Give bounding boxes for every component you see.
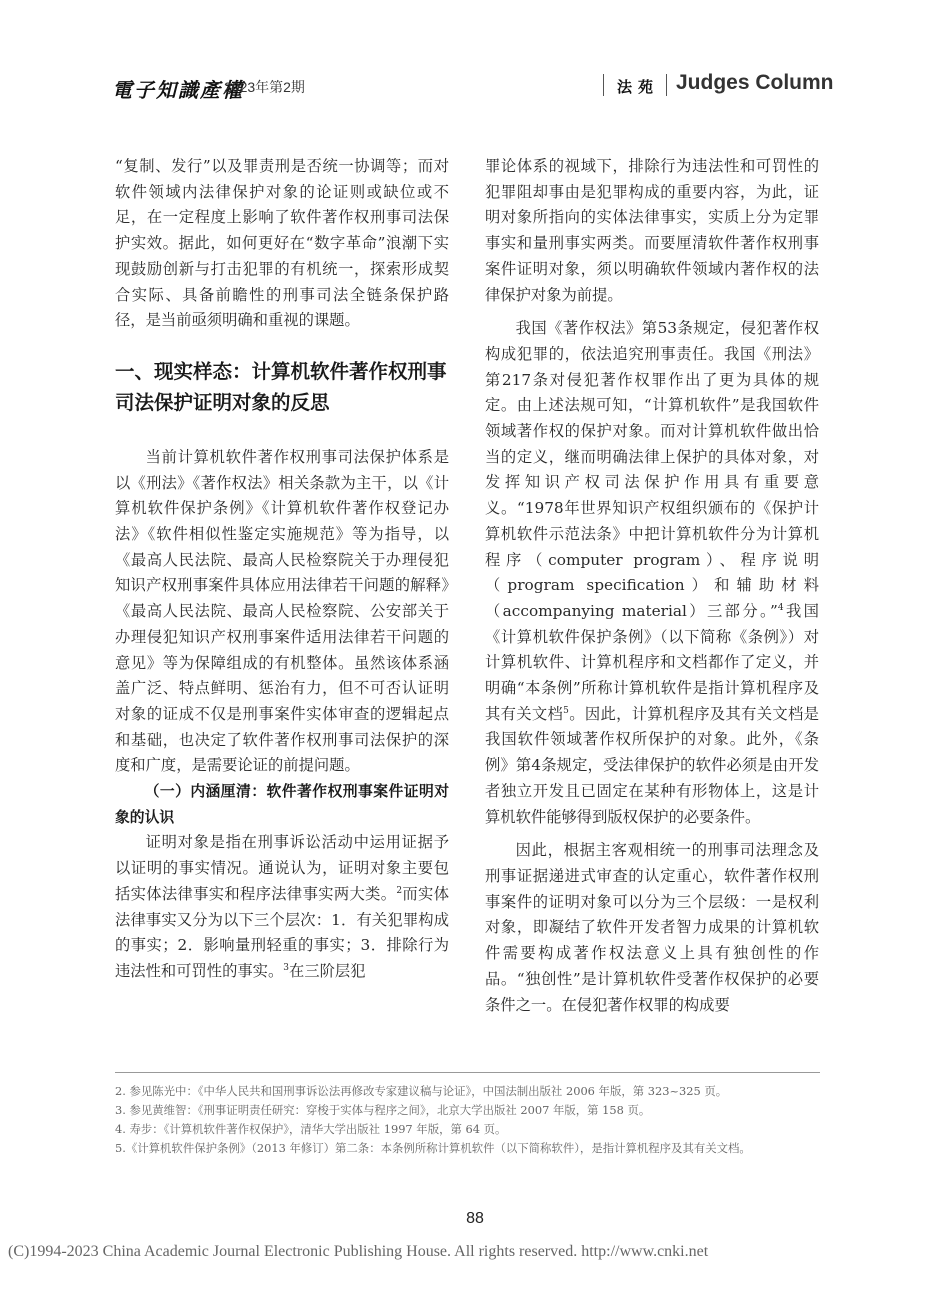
footnote-divider xyxy=(115,1072,820,1073)
header-divider xyxy=(666,74,667,96)
column-label: Judges Column xyxy=(676,71,834,94)
footnote-ref[interactable]: 4 xyxy=(777,602,784,613)
footnote-ref[interactable]: 5 xyxy=(563,705,569,716)
page-number: 88 xyxy=(466,1210,484,1227)
issue-label: 2023年第2期 xyxy=(224,79,305,95)
footnote: 3. 参见黄维智：《刑事证明责任研究：穿梭于实体与程序之间》，北京大学出版社 2007 年版，第 158 页。 xyxy=(115,1103,651,1117)
footnotes xyxy=(115,1082,820,1158)
right-column xyxy=(485,154,819,1018)
footnote-ref[interactable]: 2 xyxy=(396,885,403,896)
header-divider xyxy=(603,74,604,96)
paragraph: “复制、发行”以及罪责刑是否统一协调等；而对软件领域内法律保护对象的论证则或缺位或不足，在一定程度上影响了软件著作权刑事司法保护实效。据此，如何更好在“数字革命”浪潮下实现鼓励创新与打击犯罪的有机统一，探索形成契合实际、具备前瞻性的刑事司法全链条保护路径，是当前亟须明确和重视的课题。 xyxy=(115,157,449,330)
journal-logo: 電子知識產權 xyxy=(112,78,244,102)
copyright-notice: (C)1994-2023 China Academic Journal Electronic Publishing House. All rights reserved. http://www.cnki.net xyxy=(8,1243,709,1260)
section-heading: 一、现实样态：计算机软件著作权刑事司法保护证明对象的反思 xyxy=(115,359,447,414)
paragraph: 当前计算机软件著作权刑事司法保护体系是以《刑法》《著作权法》相关条款为主干，以《计算机软件保护条例》《计算机软件著作权登记办法》《软件相似性鉴定实施规范》等为指导，以《最高人民法院、最高人民检察院关于办理侵犯知识产权刑事案件具体应用法律若干问题的解释》《最高人民法院、最高人民检察院、公安部关于办理侵犯知识产权刑事案件适用法律若干问题的意见》等为保障组成的有机整体。虽然该体系涵盖广泛、特点鲜明、惩治有力，但不可否认证明对象的证成不仅是刑事案件实体审查的逻辑起点和基础，也决定了软件著作权刑事司法保护的深度和广度，是需要论证的前提问题。 xyxy=(115,447,449,775)
footnote: 4. 寿步：《计算机软件著作权保护》，清华大学出版社 1997 年版，第 64 页。 xyxy=(115,1122,507,1136)
left-column xyxy=(115,154,449,985)
footnote: 2. 参见陈光中：《中华人民共和国刑事诉讼法再修改专家建议稿与论证》，中国法制出版社 2006 年版，第 323~325 页。 xyxy=(115,1084,728,1098)
section-label: 法苑 xyxy=(617,78,660,96)
paragraph: 我国《著作权法》第53条规定，侵犯著作权构成犯罪的，依法追究刑事责任。我国《刑法》第217条对侵犯著作权罪作出了更为具体的规定。由上述法规可知，“计算机软件”是我国软件领域著作权的保护对象。而对计算机软件做出恰当的定义，继而明确法律上保护的具体对象，对发挥知识产权司法保护作用具有重要意义。“1978年世界知识产权组织颁布的《保护计算机软件示范法条》中把计算机软件分为计算机程序（computer program）、程序说明（program specification）和辅助材料（accompanying material）三部分。”$^4$我国《计算机软件保护条例》（以下简称《条例》）对计算机软件、计算机程序和文档都作了定义，并明确“本条例”所称计算机软件是指计算机程序及其有关文档$^5$。因此，计算机程序及其有关文档是我国软件领域著作权所保护的对象。此外，《条例》第4条规定，受法律保护的软件必须是由开发者独立开发且已固定在某种有形物体上，这是计算机软件能够得到版权保护的必要条件。 xyxy=(485,319,819,826)
paragraph: 罪论体系的视域下，排除行为违法性和可罚性的犯罪阻却事由是犯罪构成的重要内容，为此，证明对象所指向的实体法律事实，实质上分为定罪事实和量刑事实两类。而要厘清软件著作权刑事案件证明对象，须以明确软件领域内著作权的法律保护对象为前提。 xyxy=(485,157,819,304)
page-header xyxy=(0,0,950,110)
subsection-heading: （一）内涵厘清：软件著作权刑事案件证明对象的认识 xyxy=(115,783,449,826)
footnote: 5.《计算机软件保护条例》（2013 年修订）第二条：本条例所称计算机软件（以下简称软件），是指计算机程序及其有关文档。 xyxy=(115,1141,751,1155)
paragraph: 因此，根据主客观相统一的刑事司法理念及刑事证据递进式审查的认定重心，软件著作权刑事案件的证明对象可以分为三个层级：一是权利对象，即凝结了软件开发者智力成果的计算机软件需要构成著作权法意义上具有独创性的作品。“独创性”是计算机软件受著作权保护的必要条件之一。在侵犯著作权罪的构成要 xyxy=(485,841,819,1014)
paragraph: 证明对象是指在刑事诉讼活动中运用证据予以证明的事实情况。通说认为，证明对象主要包括实体法律事实和程序法律事实两大类。$^2$而实体法律事实又分为以下三个层次：1．有关犯罪构成的事实；2．影响量刑轻重的事实；3．排除行为违法性和可罚性的事实。$^3$在三阶层犯 xyxy=(115,833,449,980)
footnote-ref[interactable]: 3 xyxy=(283,962,290,973)
